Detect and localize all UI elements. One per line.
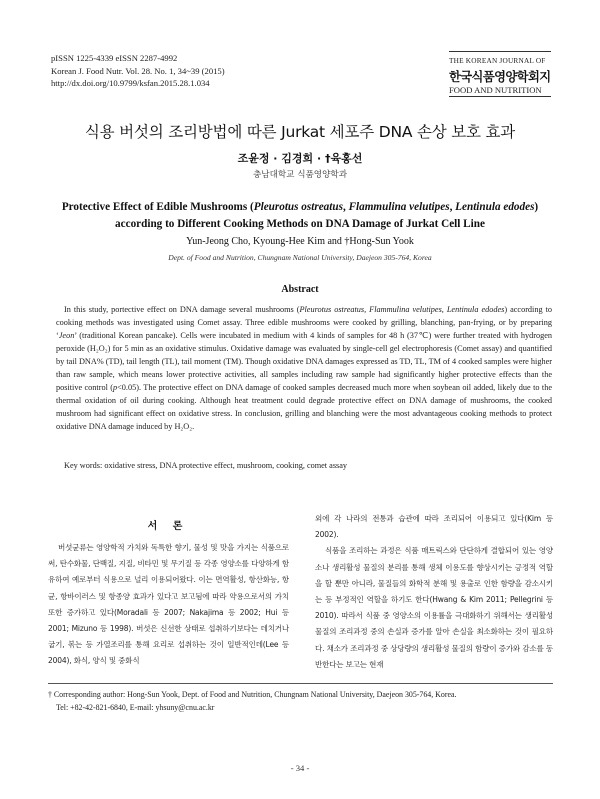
footnote-divider — [48, 683, 553, 684]
intro-right-column — [315, 511, 553, 673]
doi-link[interactable]: http://dx.doi.org/10.9799/ksfan.2015.28.1.034 — [51, 78, 210, 88]
intro-left-column — [48, 540, 289, 670]
title-en-species-1: Pleurotus ostreatus — [253, 201, 343, 213]
intro-paragraph-2: 식품을 조리하는 과정은 식품 매트릭스와 단단하게 결합되어 있는 영양소나 생리활성 물질의 분리를 통해 생체 이용도를 향상시키는 긍정적 역할을 할 뿐만 아니라, 물질들의 화학적 분해 및 용출로 인한 함량을 감소시키는 등 부정적인 역할을 하기도 한다(Hwang & Kim 2011; Pellegrini 등 2010). 따라서 식품 중 영양소의 이용률을 극대화하기 위해서는 생리활성물질의 조리과정 중의 손실과 증가를 알아 손실을 최소화하는 것이 필요하다. 채소가 조리과정 중 상당량의 생리활성 물질의 함량이 증가와 감소를 동반한다는 보고는 현재 — [315, 546, 553, 669]
abstract-text-1: In this study, portective effect on DNA damage several mushrooms ( — [64, 305, 300, 314]
title-en-sep-1: , — [342, 201, 349, 213]
abstract-text-4: <0.05). The protective effect on DNA damage of cooked samples decreased much more when soybean oil added, likely due to the thermal oxidation of oil during cooking. Although heat treatment could degrade protective effect on DNA damage of mushrooms, the cooked mushroom had significant effect on oxidative stress. In conclusion, grilling and blanching were the most advantageous cooking methods to protect oxidative DNA damage induced by H₂O₂. — [56, 383, 552, 432]
abstract-paragraph — [56, 303, 552, 433]
title-en-species-3: Lentinula edodes — [455, 201, 535, 213]
journal-name-english: FOOD AND NUTRITION — [449, 85, 551, 97]
abstract-body — [56, 303, 552, 433]
journal-name-korean: 한국식품영양학회지 — [449, 70, 551, 84]
introduction-heading: 서 론 — [147, 521, 189, 532]
abstract-jeon: Jeon — [58, 331, 75, 341]
authors-english: Yun-Jeong Cho, Kyoung-Hee Kim and †Hong-Sun Yook — [186, 236, 414, 247]
title-en-species-2: Flammulina velutipes — [348, 201, 450, 213]
paper-title-english — [40, 199, 560, 233]
citation-line: Korean J. Food Nutr. Vol. 28. No. 1, 34~39 (2015) — [51, 65, 225, 76]
title-en-sep-2: , — [449, 201, 456, 213]
abstract-p-symbol: p — [113, 383, 118, 393]
keywords-line: Key words: oxidative stress, DNA protective effect, mushroom, cooking, comet assay — [64, 461, 348, 470]
intro-paragraph-1: 버섯균류는 영양학적 가치와 독특한 향기, 물성 및 맛을 가지는 식품으로써, 탄수화물, 단백질, 지질, 비타민 및 무기질 등 각종 영양소를 다양하게 함유하여 예로부터 식용으로 널리 이용되어왔다. 이는 면역활성, 항산화능, 항균, 항바이러스 및 항종양 효과가 있다고 보고됨에 따라 약용으로서의 가치 또한 증가하고 있다(Moradali 등 2007; Nakajima 등 2002; Hui 등 2001; Mizuno 등 1998). 버섯은 신선한 상태로 섭취하기보다는 데치거나 굽기, 볶는 등 가열조리를 통해 요리로 섭취하는 것이 일반적인데(Lee 등 2004), 화식, 양식 및 중화식 — [48, 543, 289, 666]
affiliation-english: Dept. of Food and Nutrition, Chungnam National University, Daejeon 305-764, Korea — [168, 253, 432, 262]
page-number: - 34 - — [290, 763, 310, 773]
footnote-author: † Corresponding author: Hong-Sun Yook, Dept. of Food and Nutrition, Chungnam National University, Daejeon 305-764, Korea. — [48, 690, 457, 699]
issn-line: pISSN 1225-4339 eISSN 2287-4992 — [51, 53, 178, 63]
abstract-heading: Abstract — [281, 284, 319, 295]
paper-title-korean: 식용 버섯의 조리방법에 따른 Jurkat 세포주 DNA 손상 보호 효과 — [84, 123, 516, 141]
journal-citation-block — [51, 52, 225, 90]
footnote-contact: Tel: +82-42-821-6840, E-mail: yhsuny@cnu.ac.kr — [56, 703, 215, 712]
journal-logo-block — [449, 51, 551, 97]
journal-name-top: THE KOREAN JOURNAL OF — [449, 51, 551, 65]
abstract-species: Pleurotus ostreatus, Flammulina velutipes, Lentinula edodes — [299, 305, 505, 314]
corresponding-author-footnote — [48, 688, 558, 714]
abstract-text-3: ’ (traditional Korean pancake). Cells were incubated in medium with 4 kinds of samples for 48 h (37℃) were further treated with hydrogen peroxide (H₂O₂) for 5 min as an oxidative stimulus. Oxidative damage was evaluated by single-cell gel electrophoresis (Comet assay) and quantified by tail DNA% (TD), tail length (TL), tail moment (TM). Though oxidative DNA damages expressed as TD, TL, TM of 4 cooked samples were higher than raw sample, which means lower protective activities, all samples including raw sample had significantly higher protective effects than the positive control ( — [56, 331, 552, 393]
title-en-part1: Protective Effect of Edible Mushrooms ( — [61, 201, 254, 213]
abstract-text-2: ) according to cooking methods was investigated using Comet assay. Three edible mushrooms were cooked by grilling, blanching, pan-frying, or by preparing ‘ — [56, 305, 552, 341]
affiliation-korean: 충남대학교 식품영양학과 — [252, 170, 348, 180]
intro-paragraph-1-cont: 외에 각 나라의 전통과 습관에 따라 조리되어 이용되고 있다(Kim 등 2002). — [315, 514, 553, 540]
authors-korean: 조윤정 · 김경희 · †육홍선 — [237, 152, 363, 165]
title-en-part2: ) according to Different Cooking Methods on DNA Damage of Jurkat Cell Line — [115, 201, 539, 230]
